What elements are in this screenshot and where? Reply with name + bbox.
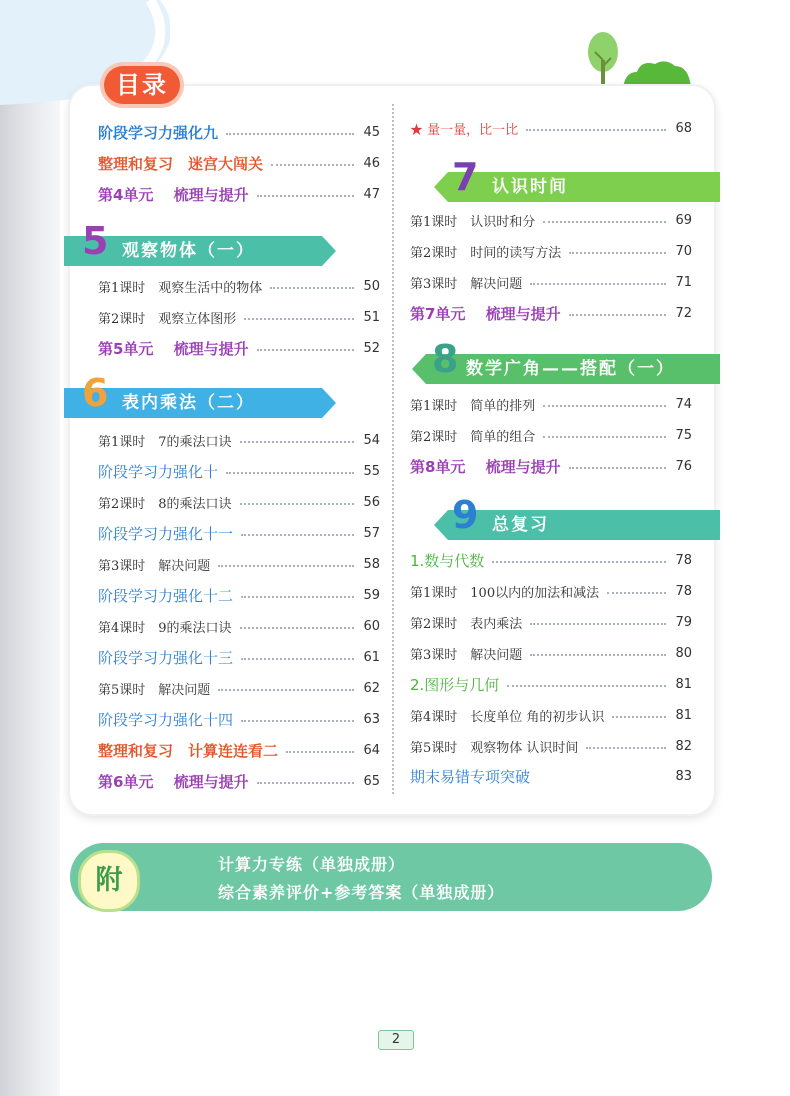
entry-title: 第1课时 认识时和分: [410, 214, 536, 230]
leader-dots: [218, 565, 354, 567]
entry-title: 整理和复习 计算连连看二: [98, 741, 279, 760]
entry-title: 第1课时 观察生活中的物体: [98, 280, 263, 296]
toc-entry[interactable]: [410, 455, 692, 477]
bush-icon: [623, 58, 693, 88]
toc-entry[interactable]: [98, 152, 380, 174]
leader-dots: [241, 658, 354, 660]
leader-dots: [492, 561, 666, 563]
toc-entry[interactable]: [410, 642, 692, 664]
entry-page: 72: [675, 305, 692, 321]
toc-entry[interactable]: [410, 673, 692, 695]
entry-page: 47: [363, 186, 380, 202]
entry-page: 61: [363, 649, 380, 665]
entry-title: ★ 量一量，比一比: [410, 122, 519, 138]
entry-title: 第4课时 长度单位 角的初步认识: [410, 709, 605, 725]
unit-number-icon: 6: [82, 371, 111, 415]
entry-page: 81: [675, 676, 692, 692]
entry-page: 54: [363, 432, 380, 448]
entry-page: 76: [675, 458, 692, 474]
toc-entry[interactable]: [98, 615, 380, 637]
appendix-line-1[interactable]: 计算力专练（单独成册）: [218, 855, 406, 874]
appendix-badge: 附: [78, 850, 140, 912]
entry-title: 阶段学习力强化十一: [98, 524, 234, 543]
unit-title: 认识时间: [492, 177, 568, 197]
entry-page: 45: [363, 124, 380, 140]
toc-entry[interactable]: [98, 306, 380, 328]
leader-dots: [612, 716, 666, 718]
entry-page: 69: [675, 212, 692, 228]
unit-banner[interactable]: [64, 219, 336, 266]
entry-page: 57: [363, 525, 380, 541]
entry-title: 第2课时 简单的组合: [410, 429, 536, 445]
entry-page: 58: [363, 556, 380, 572]
unit-number-icon: 5: [82, 219, 111, 263]
unit-number-icon: 9: [452, 493, 481, 537]
leader-dots: [241, 534, 354, 536]
entry-page: 56: [363, 494, 380, 510]
leader-dots: [218, 689, 354, 691]
entry-page: 79: [675, 614, 692, 630]
leader-dots: [569, 252, 666, 254]
toc-badge: 目录: [104, 66, 180, 104]
book-spine-shadow: [0, 0, 60, 1096]
toc-entry[interactable]: [410, 611, 692, 633]
toc-entry[interactable]: [410, 209, 692, 231]
entry-page: 71: [675, 274, 692, 290]
toc-entry[interactable]: [410, 424, 692, 446]
entry-title: 阶段学习力强化十: [98, 462, 219, 481]
entry-title: 第5课时 观察物体 认识时间: [410, 740, 579, 756]
leader-dots: [569, 467, 666, 469]
entry-page: 78: [675, 552, 692, 568]
toc-entry[interactable]: [98, 337, 380, 359]
entry-page: 75: [675, 427, 692, 443]
leader-dots: [240, 627, 354, 629]
entry-title: 整理和复习 迷宫大闯关: [98, 154, 264, 173]
entry-page: 82: [675, 738, 692, 754]
leader-dots: [257, 195, 354, 197]
toc-entry[interactable]: [98, 491, 380, 513]
leader-dots: [530, 654, 666, 656]
toc-entry[interactable]: [410, 271, 692, 293]
entry-page: 81: [675, 707, 692, 723]
leader-dots: [244, 318, 354, 320]
leader-dots: [543, 436, 666, 438]
entry-page: 63: [363, 711, 380, 727]
toc-entry[interactable]: [98, 553, 380, 575]
entry-page: 52: [363, 340, 380, 356]
entry-title: 第5单元 梳理与提升: [98, 339, 249, 358]
unit-title: 表内乘法（二）: [122, 393, 255, 413]
toc-entry[interactable]: [410, 580, 692, 602]
entry-title: 第2课时 观察立体图形: [98, 311, 237, 327]
unit-title: 数学广角——搭配（一）: [466, 359, 675, 379]
leader-dots: [240, 503, 354, 505]
entry-title: 第3课时 解决问题: [410, 276, 523, 292]
page-number: 2: [378, 1030, 414, 1050]
entry-title: 第1课时 100以内的加法和减法: [410, 585, 600, 601]
unit-banner[interactable]: [412, 337, 720, 384]
unit-number-icon: 8: [432, 337, 461, 381]
entry-page: 60: [363, 618, 380, 634]
leader-dots: [507, 685, 666, 687]
entry-title: 1.数与代数: [410, 551, 485, 570]
toc-entry[interactable]: [98, 460, 380, 482]
toc-entry[interactable]: [98, 183, 380, 205]
entry-page: 55: [363, 463, 380, 479]
leader-dots: [586, 747, 666, 749]
toc-entry[interactable]: [98, 646, 380, 668]
entry-title: 第4课时 9的乘法口诀: [98, 620, 232, 636]
toc-entry[interactable]: [98, 275, 380, 297]
unit-title: 观察物体（一）: [122, 241, 255, 261]
unit-banner[interactable]: [64, 371, 336, 418]
entry-page: 74: [675, 396, 692, 412]
entry-title: 期末易错专项突破: [410, 767, 531, 786]
toc-entry[interactable]: [98, 429, 380, 451]
leader-dots: [569, 314, 666, 316]
appendix-line-2[interactable]: 综合素养评价+参考答案（单独成册）: [218, 883, 505, 902]
toc-entry[interactable]: [98, 770, 380, 792]
entry-title: 第4单元 梳理与提升: [98, 185, 249, 204]
leader-dots: [226, 472, 354, 474]
leader-dots: [538, 777, 666, 779]
toc-entry[interactable]: [410, 704, 692, 726]
leader-dots: [241, 596, 354, 598]
entry-title: 第3课时 解决问题: [410, 647, 523, 663]
leader-dots: [240, 441, 354, 443]
toc-entry[interactable]: [98, 121, 380, 143]
entry-title: 阶段学习力强化十二: [98, 586, 234, 605]
toc-entry[interactable]: [98, 584, 380, 606]
entry-page: 80: [675, 645, 692, 661]
leader-dots: [526, 129, 666, 131]
entry-title: 阶段学习力强化十四: [98, 710, 234, 729]
toc-entry[interactable]: [410, 765, 692, 787]
entry-title: 第1课时 7的乘法口诀: [98, 434, 232, 450]
leader-dots: [271, 164, 354, 166]
toc-entry[interactable]: [410, 240, 692, 262]
entry-page: 65: [363, 773, 380, 789]
entry-page: 70: [675, 243, 692, 259]
unit-banner[interactable]: [434, 493, 720, 540]
unit-title: 总复习: [492, 515, 549, 535]
entry-title: 阶段学习力强化九: [98, 123, 219, 142]
leader-dots: [543, 405, 666, 407]
leader-dots: [530, 623, 666, 625]
entry-title: 阶段学习力强化十三: [98, 648, 234, 667]
entry-title: 第2课时 表内乘法: [410, 616, 523, 632]
leader-dots: [257, 782, 354, 784]
entry-title: 2.图形与几何: [410, 675, 500, 694]
toc-entry[interactable]: [410, 549, 692, 571]
entry-page: 83: [675, 768, 692, 784]
entry-title: 第5课时 解决问题: [98, 682, 211, 698]
toc-entry[interactable]: [98, 708, 380, 730]
leader-dots: [257, 349, 354, 351]
entry-title: 第1课时 简单的排列: [410, 398, 536, 414]
toc-entry[interactable]: [98, 739, 380, 761]
leader-dots: [270, 287, 354, 289]
entry-page: 62: [363, 680, 380, 696]
entry-page: 50: [363, 278, 380, 294]
entry-page: 68: [675, 120, 692, 136]
leader-dots: [607, 592, 666, 594]
toc-entry[interactable]: [410, 735, 692, 757]
tree-icon: [585, 30, 621, 86]
toc-entry[interactable]: [410, 393, 692, 415]
entry-page: 78: [675, 583, 692, 599]
leader-dots: [286, 751, 354, 753]
unit-number-icon: 7: [452, 155, 481, 199]
toc-entry[interactable]: [410, 302, 692, 324]
leader-dots: [226, 133, 354, 135]
leader-dots: [543, 221, 666, 223]
entry-title: 第3课时 解决问题: [98, 558, 211, 574]
leader-dots: [241, 720, 354, 722]
entry-page: 51: [363, 309, 380, 325]
entry-title: 第7单元 梳理与提升: [410, 304, 561, 323]
entry-title: 第2课时 时间的读写方法: [410, 245, 562, 261]
unit-banner[interactable]: [434, 155, 720, 202]
leader-dots: [530, 283, 666, 285]
toc-entry[interactable]: [98, 522, 380, 544]
entry-title: 第8单元 梳理与提升: [410, 457, 561, 476]
column-divider: [392, 104, 394, 794]
entry-page: 64: [363, 742, 380, 758]
entry-title: 第6单元 梳理与提升: [98, 772, 249, 791]
entry-page: 46: [363, 155, 380, 171]
entry-page: 59: [363, 587, 380, 603]
toc-entry[interactable]: [98, 677, 380, 699]
toc-entry[interactable]: [410, 117, 692, 139]
entry-title: 第2课时 8的乘法口诀: [98, 496, 232, 512]
